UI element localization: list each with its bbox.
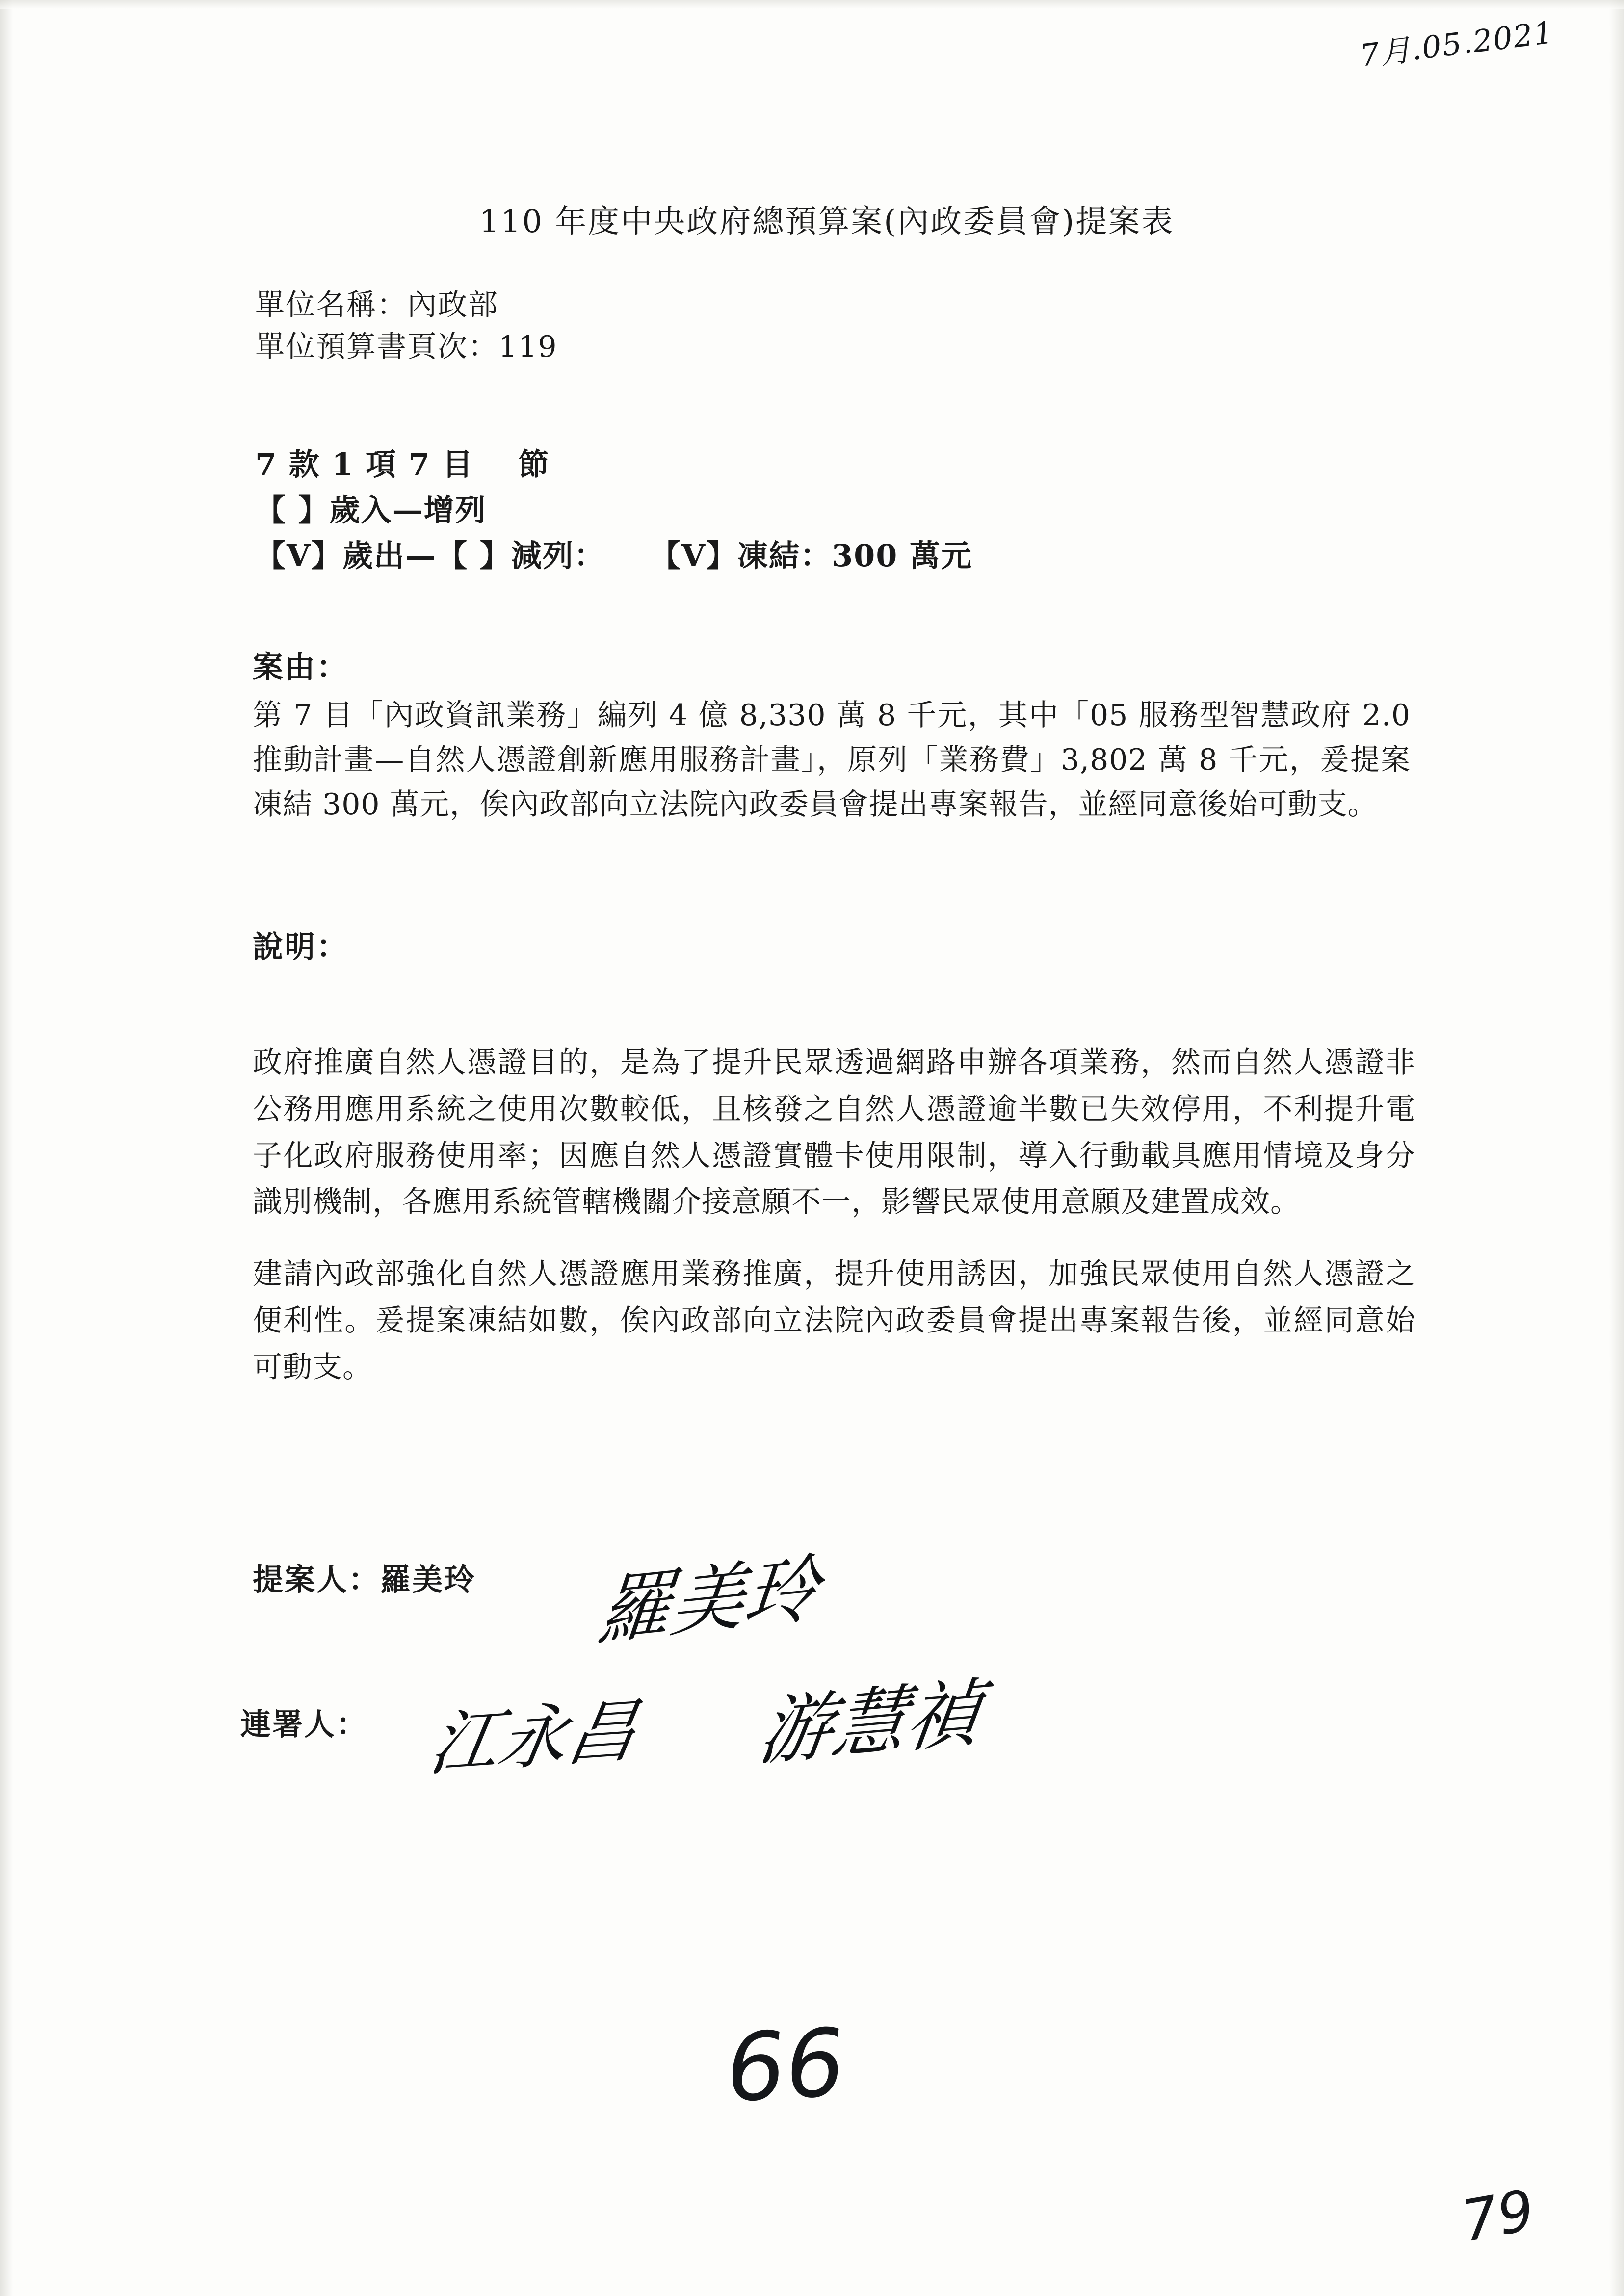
document-meta: [255, 285, 558, 368]
note-paragraph-2: 建請內政部強化自然人憑證應用業務推廣，提升使用誘因，加強民眾使用自然人憑證之便利性。爰提案凍結如數，俟內政部向立法院內政委員會提出專案報告後，並經同意始可動支。: [253, 1257, 1415, 1384]
case-label: 案由：: [253, 649, 349, 685]
page-title: [0, 196, 1624, 241]
expense-reduce-option: 【V】歲出—【 】減列：: [255, 538, 605, 574]
expense-freeze-option: 【V】凍結：300 萬元: [650, 538, 972, 574]
cosigner-label: 連署人：: [240, 1706, 368, 1742]
meta-unit-name: 單位名稱：內政部: [255, 288, 498, 322]
budget-code-block: [255, 442, 972, 578]
budget-code-section: 節: [518, 446, 550, 482]
page-title-text: 110 年度中央政府總預算案(內政委員會)提案表: [479, 204, 1175, 240]
scan-edge-top: [0, 0, 1624, 9]
revenue-checkbox-row: 【 】歲入—增列: [255, 492, 487, 528]
scan-edge-right: [1609, 0, 1624, 2296]
signature-cosigner-2: 游慧禎: [754, 1670, 986, 1776]
scan-edge-left: [0, 0, 13, 2296]
handwritten-date-stamp: 7月.05.2021: [1358, 14, 1556, 74]
proposer-label: 提案人：羅美玲: [253, 1562, 476, 1597]
expense-checkbox-row: [255, 533, 972, 578]
note-paragraph-1: 政府推廣自然人憑證目的，是為了提升民眾透過網路申辦各項業務，然而自然人憑證非公務用應用系統之使用次數較低，且核發之自然人憑證逾半數已失效停用，不利提升電子化政府服務使用率；因應自然人憑證實體卡使用限制，導入行動載具應用情境及身分識別機制，各應用系統管轄機關介接意願不一，影響民眾使用意願及建置成效。: [253, 1045, 1415, 1220]
budget-code-item-row: [255, 442, 972, 487]
note-label: 說明：: [253, 929, 349, 965]
page-number-corner: 79: [1457, 2177, 1539, 2255]
signature-cosigner-1: 江永昌: [423, 1690, 644, 1786]
case-section: [253, 643, 1411, 828]
page-number-center: 66: [723, 2008, 848, 2123]
case-body: 第 7 目「內政資訊業務」編列 4 億 8,330 萬 8 千元，其中「05 服務型智慧政府 2.0 推動計畫—自然人憑證創新應用服務計畫」，原列「業務費」3,802 萬 8 千元，爰提案凍結 300 萬元，俟內政部向立法院內政委員會提出專案報告，並經同意後始可動支。: [253, 698, 1411, 822]
signature-proposer: 羅美玲: [594, 1545, 823, 1656]
meta-budget-page: 單位預算書頁次：119: [255, 330, 558, 365]
note-section: [253, 922, 1415, 1391]
budget-code-item: 7 款 1 項 7 目: [255, 446, 474, 482]
